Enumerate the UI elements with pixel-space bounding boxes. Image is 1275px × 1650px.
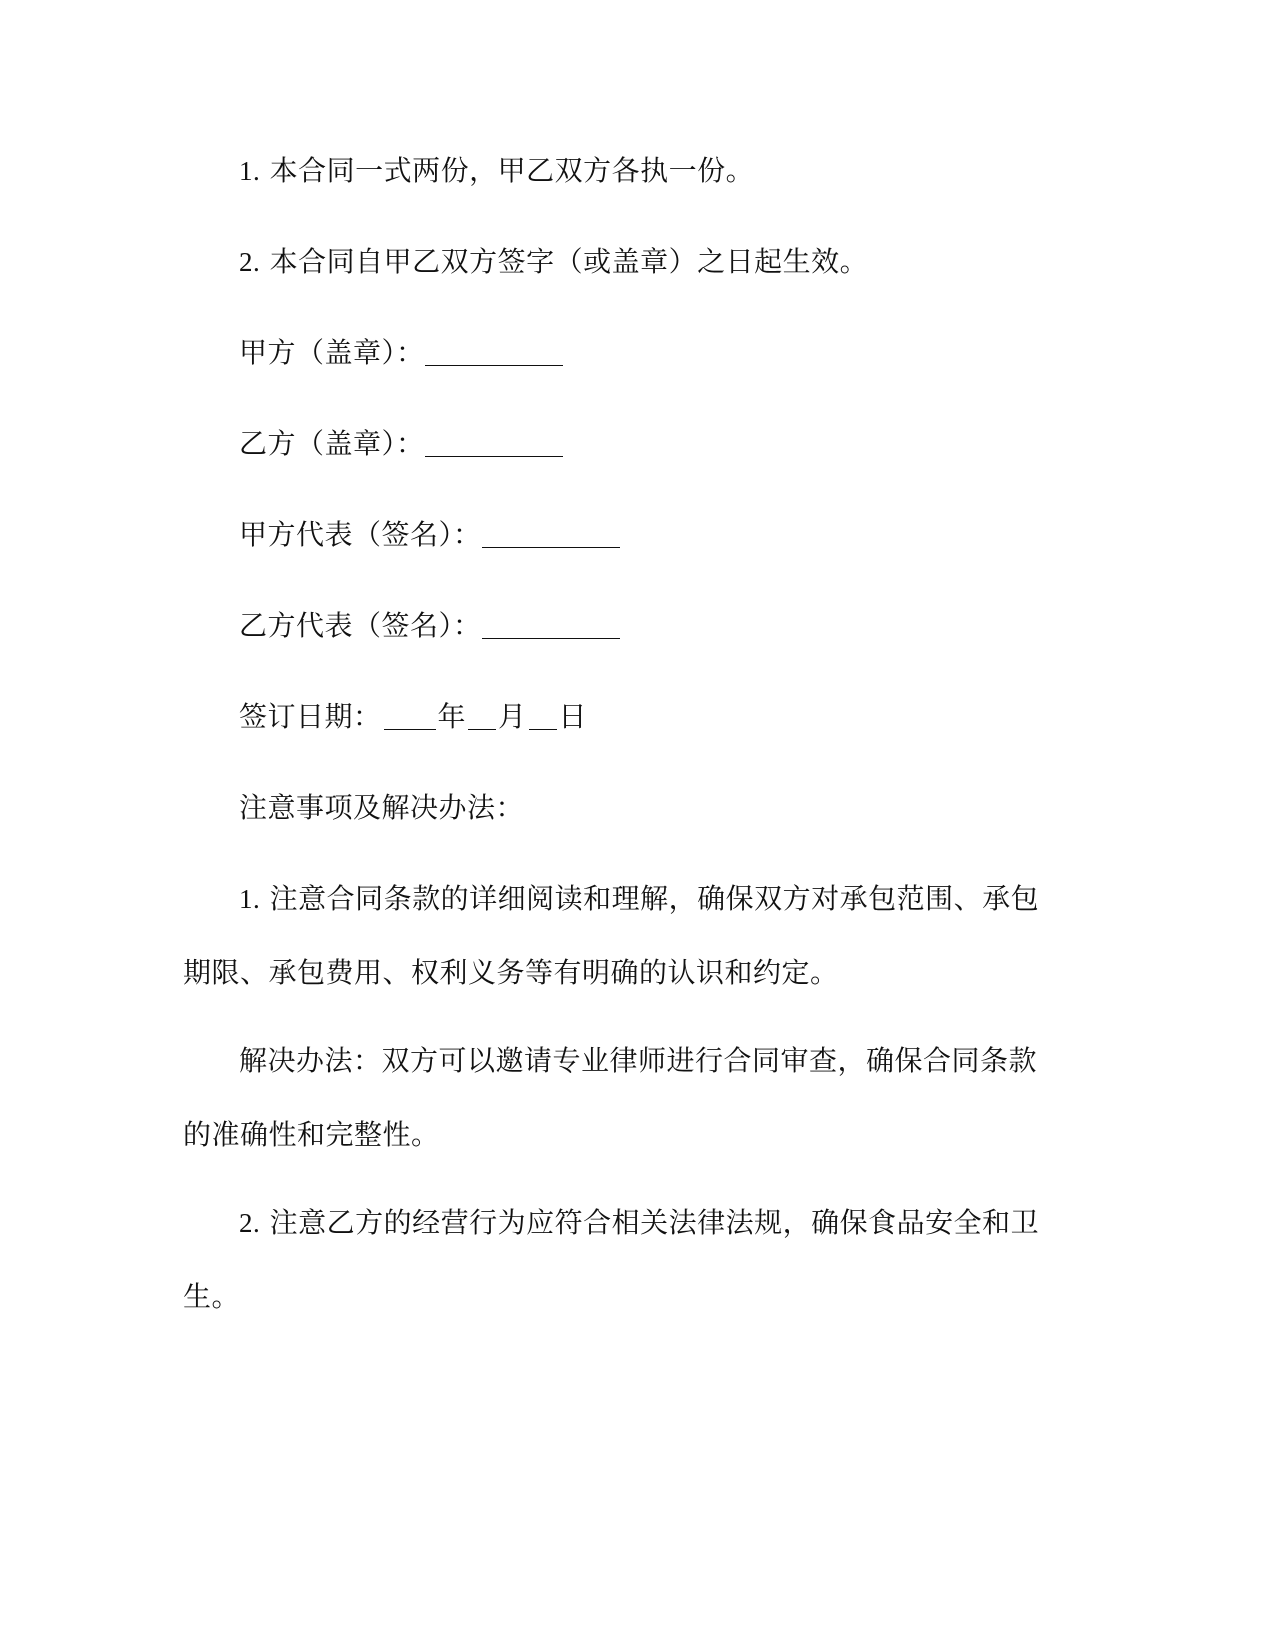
note-1	[183, 862, 1063, 1010]
party-a-rep-label: 甲方代表（签名）：	[239, 518, 482, 551]
note-1-number: 1.	[239, 884, 261, 914]
note-2	[183, 1186, 1063, 1334]
solution-1: 解决办法：双方可以邀请专业律师进行合同审查，确保合同条款的准确性和完整性。	[183, 1044, 1038, 1151]
clause-2-number: 2.	[239, 247, 261, 277]
party-b-rep-blank[interactable]	[482, 608, 620, 639]
clause-1-text: 本合同一式两份，甲乙双方各执一份。	[269, 154, 755, 187]
party-b-seal-line	[183, 407, 1063, 481]
party-b-seal-blank[interactable]	[425, 426, 563, 457]
month-blank[interactable]	[468, 699, 496, 730]
party-a-rep-blank[interactable]	[482, 517, 620, 548]
party-a-seal-label: 甲方（盖章）：	[239, 336, 425, 369]
party-b-rep-line	[183, 589, 1063, 663]
party-a-seal-blank[interactable]	[425, 335, 563, 366]
note-2-number: 2.	[239, 1208, 261, 1238]
day-label: 日	[558, 700, 588, 733]
notes-heading: 注意事项及解决办法：	[239, 791, 525, 824]
party-b-rep-label: 乙方代表（签名）：	[239, 609, 482, 642]
clause-2	[183, 225, 1063, 299]
party-a-rep-line	[183, 498, 1063, 572]
party-b-seal-label: 乙方（盖章）：	[239, 427, 425, 460]
clause-1	[183, 134, 1063, 208]
year-label: 年	[437, 700, 467, 733]
clause-2-text: 本合同自甲乙双方签字（或盖章）之日起生效。	[269, 245, 869, 278]
month-label: 月	[498, 700, 527, 733]
signing-date-line	[183, 680, 1063, 754]
note-1-text: 注意合同条款的详细阅读和理解，确保双方对承包范围、承包期限、承包费用、权利义务等有明确的认识和约定。	[183, 882, 1040, 989]
party-a-seal-line	[183, 316, 1063, 390]
note-2-text: 注意乙方的经营行为应符合相关法律法规，确保食品安全和卫生。	[183, 1206, 1040, 1313]
clause-1-number: 1.	[239, 156, 261, 186]
year-blank[interactable]	[384, 699, 436, 730]
day-blank[interactable]	[529, 699, 557, 730]
signing-date-label: 签订日期：	[239, 700, 382, 733]
